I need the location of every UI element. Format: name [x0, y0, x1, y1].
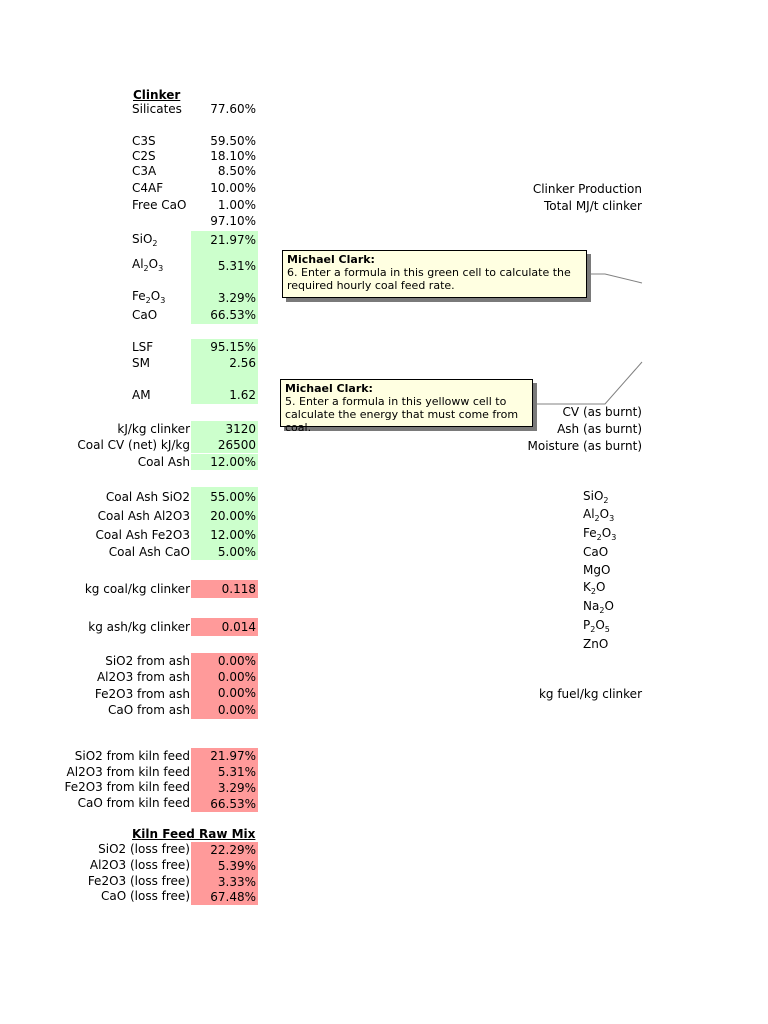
fe2o3-cell[interactable]: 3.29% — [191, 282, 258, 306]
right-mgo-label: MgO — [583, 563, 611, 577]
fe2o3-from-kiln-label: Fe2O3 from kiln feed — [64, 780, 190, 794]
sm-cell[interactable]: 2.56 — [191, 355, 258, 371]
free-cao-value: 1.00% — [217, 198, 256, 212]
comment-author: Michael Clark: — [285, 382, 373, 395]
al2o3-from-kiln-label: Al2O3 from kiln feed — [66, 765, 190, 779]
c4af-label: C4AF — [132, 181, 164, 195]
comment-note-6[interactable] — [282, 250, 587, 298]
right-na2o-label: $Na_2O$ — [583, 599, 614, 615]
kg-ash-label: kg ash/kg clinker — [88, 620, 190, 634]
sm-label: SM — [132, 356, 150, 370]
raw-sio2-label: SiO2 (loss free) — [98, 842, 190, 856]
coal-ash-cao-cell[interactable]: 5.00% — [191, 544, 258, 560]
right-k2o-label: $K_2O$ — [583, 580, 606, 596]
cao-from-kiln-cell[interactable]: 66.53% — [191, 796, 258, 812]
kg-coal-cell[interactable]: 0.118 — [191, 580, 258, 598]
right-fe2o3-label: $Fe_2O_3$ — [583, 526, 617, 542]
clinker-production-label: Clinker Production — [532, 182, 642, 196]
phase-total-value: 97.10% — [210, 214, 256, 228]
coal-cv-label: Coal CV (net) kJ/kg — [77, 438, 190, 452]
raw-sio2-cell[interactable]: 22.29% — [191, 842, 258, 858]
fe2o3-from-ash-label: Fe2O3 from ash — [94, 687, 190, 701]
right-zno-label: ZnO — [583, 637, 609, 651]
al2o3-from-kiln-cell[interactable]: 5.31% — [191, 764, 258, 780]
kj-cell[interactable]: 3120 — [191, 421, 258, 437]
cao-from-ash-cell[interactable]: 0.00% — [191, 702, 258, 719]
raw-al2o3-label: Al2O3 (loss free) — [89, 858, 190, 872]
am-label: AM — [132, 388, 151, 402]
sio2-from-kiln-cell[interactable]: 21.97% — [191, 748, 258, 764]
al2o3-cell[interactable]: 5.31% — [191, 249, 258, 282]
fe2o3-from-ash-cell[interactable]: 0.00% — [191, 685, 258, 702]
cv-label: CV (as burnt) — [562, 405, 642, 419]
lsf-label: LSF — [132, 340, 154, 354]
comment-note-5[interactable] — [280, 379, 533, 434]
coal-ash-cao-label: Coal Ash CaO — [108, 545, 190, 559]
silicates-value: 77.60% — [210, 102, 256, 116]
cao-cell[interactable]: 66.53% — [191, 306, 258, 324]
coal-ash-sio2-cell[interactable]: 55.00% — [191, 487, 258, 506]
total-mj-label: Total MJ/t clinker — [543, 199, 642, 213]
clinker-heading: Clinker — [133, 88, 181, 102]
coal-ash-fe2o3-label: Coal Ash Fe2O3 — [95, 528, 190, 542]
coal-cv-cell[interactable]: 26500 — [191, 437, 258, 453]
fe2o3-label: $Fe_2O_3$ — [132, 289, 166, 305]
cao-from-ash-label: CaO from ash — [108, 703, 190, 717]
raw-fe2o3-label: Fe2O3 (loss free) — [87, 874, 190, 888]
coal-ash-cell[interactable]: 12.00% — [191, 454, 258, 470]
comment-text-line: required hourly coal feed rate. — [287, 279, 455, 292]
coal-ash-al2o3-cell[interactable]: 20.00% — [191, 506, 258, 526]
raw-cao-cell[interactable]: 67.48% — [191, 889, 258, 905]
comment-text-line: calculate the energy that must come from coal. — [285, 408, 519, 434]
comment-author: Michael Clark: — [287, 253, 375, 266]
al2o3-from-ash-cell[interactable]: 0.00% — [191, 669, 258, 685]
moisture-label: Moisture (as burnt) — [527, 439, 642, 453]
c3a-value: 8.50% — [217, 164, 256, 178]
free-cao-label: Free CaO — [132, 198, 187, 212]
comment-text-line: 6. Enter a formula in this green cell to calculate the — [287, 266, 571, 279]
right-cao-label: CaO — [583, 545, 609, 559]
cao-label: CaO — [132, 308, 158, 322]
sio2-from-kiln-label: SiO2 from kiln feed — [74, 749, 190, 763]
coal-ash-al2o3-label: Coal Ash Al2O3 — [97, 509, 190, 523]
kg-fuel-label: kg fuel/kg clinker — [538, 687, 642, 701]
right-al2o3-label: $Al_2O_3$ — [583, 507, 615, 523]
am-cell[interactable]: 1.62 — [191, 386, 258, 404]
c2s-value: 18.10% — [210, 149, 256, 163]
lsf-cell[interactable]: 95.15% — [191, 339, 258, 355]
al2o3-from-ash-label: Al2O3 from ash — [96, 670, 190, 684]
sio2-label: SiO$_2$ — [132, 232, 158, 248]
ash-label: Ash (as burnt) — [557, 422, 642, 436]
c3s-value: 59.50% — [210, 134, 256, 148]
silicates-label: Silicates — [132, 102, 182, 116]
sio2-from-ash-label: SiO2 from ash — [105, 654, 190, 668]
kg-coal-label: kg coal/kg clinker — [84, 582, 190, 596]
c3s-label: C3S — [132, 134, 156, 148]
cao-from-kiln-label: CaO from kiln feed — [77, 796, 190, 810]
kj-label: kJ/kg clinker — [117, 422, 190, 436]
kg-ash-cell[interactable]: 0.014 — [191, 618, 258, 636]
raw-fe2o3-cell[interactable]: 3.33% — [191, 874, 258, 890]
coal-ash-fe2o3-cell[interactable]: 12.00% — [191, 526, 258, 544]
sio2-cell[interactable]: 21.97% — [191, 231, 258, 249]
coal-ash-label: Coal Ash — [137, 455, 190, 469]
sio2-from-ash-cell[interactable]: 0.00% — [191, 653, 258, 669]
coal-ash-sio2-label: Coal Ash SiO2 — [105, 490, 190, 504]
al2o3-label: $Al_2O_3$ — [132, 257, 164, 273]
fe2o3-from-kiln-cell[interactable]: 3.29% — [191, 780, 258, 796]
comment-text-line: 5. Enter a formula in this yelloww cell to — [285, 395, 507, 408]
c2s-label: C2S — [132, 149, 156, 163]
right-p2o5-label: $P_2O_5$ — [583, 618, 610, 634]
raw-mix-heading: Kiln Feed Raw Mix — [132, 827, 256, 841]
c4af-value: 10.00% — [210, 181, 256, 195]
raw-cao-label: CaO (loss free) — [100, 889, 190, 903]
raw-al2o3-cell[interactable]: 5.39% — [191, 858, 258, 874]
c3a-label: C3A — [132, 164, 157, 178]
right-sio2-label: SiO$_2$ — [583, 489, 609, 505]
